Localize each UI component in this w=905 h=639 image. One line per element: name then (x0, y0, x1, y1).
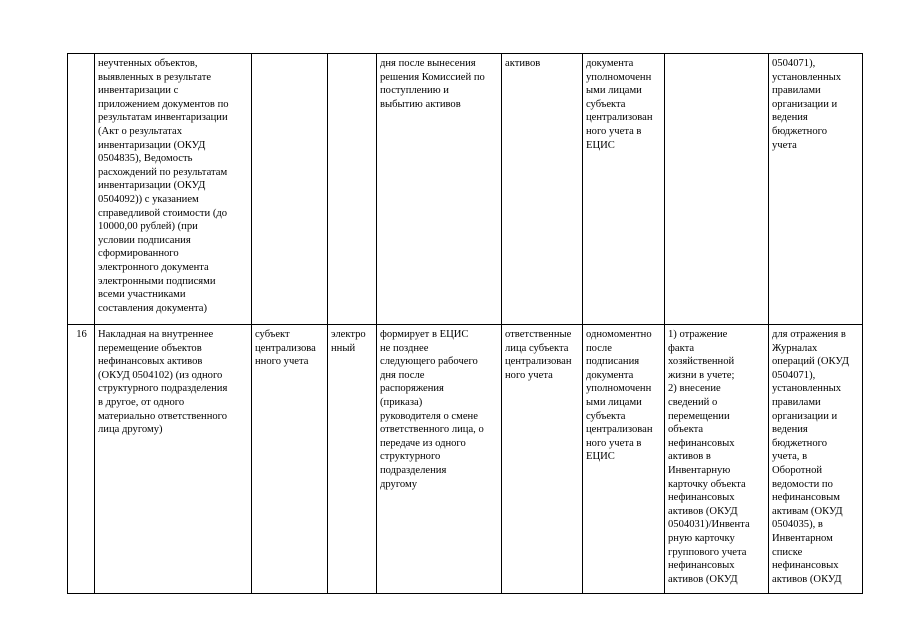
responsible-text: активов (505, 58, 541, 69)
form-text: электро нный (331, 329, 366, 354)
document-table (67, 53, 863, 594)
subject-text: субъект централизова нного учета (255, 329, 316, 368)
document-name-cell (95, 54, 252, 325)
document-name-text: Накладная на внутреннее перемещение объектов нефинансовых активов (ОКУД 0504102) (из одного структурного подразделения в другое, от одного материально ответственного лица другому) (98, 329, 228, 436)
table-row (68, 325, 863, 594)
responsible-cell (502, 325, 583, 594)
registers-cell (769, 325, 863, 594)
deadline-text: формирует в ЕЦИС не позднее следующего рабочего дня после распоряжения (приказа) руководителя о смене ответственного лица, о передаче из одного структурного подразделения другому (380, 329, 484, 490)
form-cell (328, 325, 377, 594)
form-cell (328, 54, 377, 325)
deadline-text: дня после вынесения решения Комиссией по поступлению и выбытию активов (380, 58, 485, 110)
row-number-cell (68, 325, 95, 594)
row-number-text: 16 (76, 329, 87, 340)
registers-text: для отражения в Журналах операций (ОКУД 0504071), установленных правилами организации и ведения бюджетного учета, в Оборотной ведомости по нефинансовым активам (ОКУД 0504035), в Инвентарном списке нефинансовых активов (ОКУД (772, 329, 850, 585)
subject-cell (252, 54, 328, 325)
responsible-text: ответственные лица субъекта централизован ного учета (505, 329, 572, 381)
deadline-cell (377, 54, 502, 325)
action-cell (665, 54, 769, 325)
signing-cell (583, 54, 665, 325)
row-number-cell (68, 54, 95, 325)
signing-text: документа уполномоченн ыми лицами субъекта централизован ного учета в ЕЦИС (586, 58, 653, 151)
document-name-cell (95, 325, 252, 594)
registers-text: 0504071), установленных правилами организации и ведения бюджетного учета (772, 58, 842, 151)
deadline-cell (377, 325, 502, 594)
action-text: 1) отражение факта хозяйственной жизни в учете; 2) внесение сведений о перемещении объекта нефинансовых активов в Инвентарную карточку объекта нефинансовых активов (ОКУД 0504031)/Инвента рную карточку группового учета нефинансовых активов (ОКУД (668, 329, 750, 585)
action-cell (665, 325, 769, 594)
signing-text: одномоментно после подписания документа уполномоченн ыми лицами субъекта централизован ного учета в ЕЦИС (586, 329, 653, 463)
registers-cell (769, 54, 863, 325)
subject-cell (252, 325, 328, 594)
responsible-cell (502, 54, 583, 325)
document-name-text: неучтенных объектов, выявленных в результате инвентаризации с приложением документов по результатам инвентаризации (Акт о результатах инвентаризации (ОКУД 0504835), Ведомость расхождений по результатам инвентаризации (ОКУД 0504092)) с указанием справедливой стоимости (до 10000,00 рублей) (при условии подписания сформированного электронного документа электронными подписями всеми участниками составления документа) (98, 58, 229, 314)
signing-cell (583, 325, 665, 594)
table-row (68, 54, 863, 325)
